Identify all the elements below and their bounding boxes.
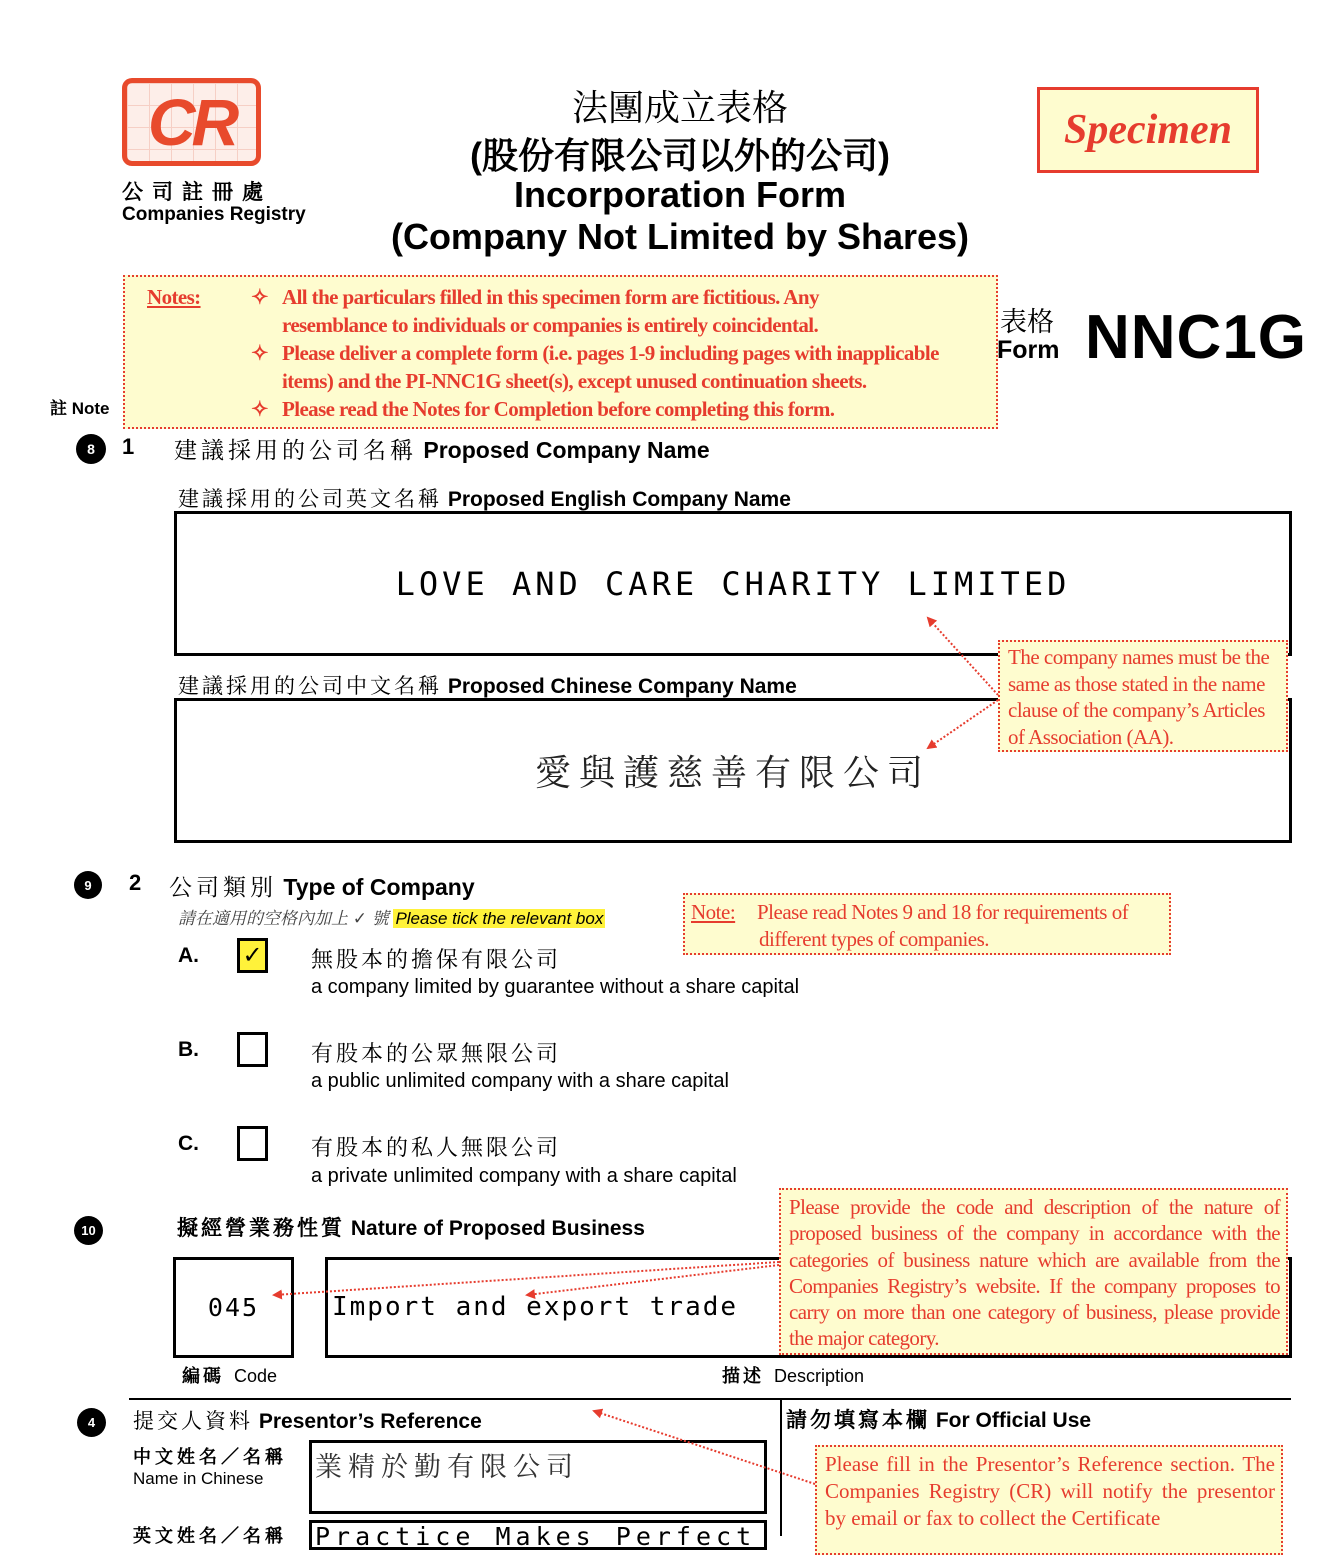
section-title-zh: 建議採用的公司名稱 xyxy=(174,437,417,463)
description-label xyxy=(722,1362,864,1388)
name-in-english-label: 英文姓名／名稱 xyxy=(133,1526,287,1546)
star-bullet-icon: ✧ xyxy=(251,285,268,309)
english-name-label xyxy=(178,483,791,513)
note-text: items) and the PI-NNC1G sheet(s), except unused continuation sheets. xyxy=(282,369,867,393)
note-label: Note: xyxy=(691,900,736,924)
presentor-title xyxy=(133,1405,482,1435)
form-subtitle-zh: (股份有限公司以外的公司) xyxy=(470,135,890,176)
label-zh: 中文姓名／名稱 xyxy=(133,1447,287,1467)
section-title-en: Presentor’s Reference xyxy=(258,1410,482,1433)
business-nature-callout: Please provide the code and description of the nature of proposed business of the company in accordance with the categories of business nature which are available from the Companies Registry’s website. If the company proposes to carry on more than one category of business, please provide the major category. xyxy=(779,1188,1288,1355)
note-ref-badge: 9 xyxy=(74,871,102,899)
star-bullet-icon: ✧ xyxy=(251,341,268,365)
form-label-en: Form xyxy=(997,336,1060,364)
section-title-en: Type of Company xyxy=(283,874,475,900)
note-text: resemblance to individuals or companies is entirely coincidental. xyxy=(282,313,819,337)
label-zh: 建議採用的公司中文名稱 xyxy=(178,675,442,698)
option-c-checkbox[interactable] xyxy=(237,1126,268,1161)
option-label-zh: 有股本的私人無限公司 xyxy=(311,1135,562,1160)
note-text: Please read Notes 9 and 18 for requirements of xyxy=(757,900,1129,924)
registry-name-en: Companies Registry xyxy=(122,204,306,225)
note-column-label: 註 Note xyxy=(50,399,110,418)
section-title-en: Nature of Proposed Business xyxy=(350,1217,645,1240)
companies-registry-logo xyxy=(122,78,261,166)
section-title-en: For Official Use xyxy=(935,1409,1092,1432)
label-en: Description xyxy=(774,1366,865,1386)
logo-mark: CR xyxy=(147,85,236,159)
chinese-name-label xyxy=(178,670,797,700)
label-zh: 編碼 xyxy=(182,1366,224,1386)
option-a-checkbox[interactable] xyxy=(237,938,268,973)
name-in-chinese-label xyxy=(133,1443,287,1489)
chinese-company-name-field[interactable]: 愛與護慈善有限公司 xyxy=(174,698,1292,843)
option-label-zh: 無股本的擔保有限公司 xyxy=(311,947,562,972)
option-letter: C. xyxy=(178,1132,199,1155)
option-label-zh: 有股本的公眾無限公司 xyxy=(311,1041,562,1066)
label-zh: 建議採用的公司英文名稱 xyxy=(178,488,442,511)
section-title xyxy=(174,432,710,465)
business-description-field[interactable]: Import and export trade xyxy=(325,1257,1292,1358)
note-text: Please deliver a complete form (i.e. pages 1-9 including pages with inapplicable xyxy=(282,341,939,365)
tick-instruction xyxy=(178,904,605,929)
section-number: 1 xyxy=(122,434,135,459)
section-title-en: Proposed Company Name xyxy=(423,437,710,463)
note-ref-badge: 10 xyxy=(74,1216,103,1245)
section-title-zh: 請勿填寫本欄 xyxy=(786,1409,930,1432)
note-item xyxy=(147,339,986,395)
divider xyxy=(129,1398,1291,1400)
divider xyxy=(780,1398,782,1536)
section-number: 2 xyxy=(129,870,142,895)
note-ref-badge: 4 xyxy=(77,1408,106,1437)
company-type-callout xyxy=(683,893,1171,955)
section-title-zh: 擬經營業務性質 xyxy=(177,1217,345,1240)
presentor-name-chinese-field[interactable]: 業精於勤有限公司 xyxy=(309,1440,767,1514)
presentor-name-english-field[interactable]: Practice Makes Perfect xyxy=(309,1520,767,1550)
option-label-en: a private unlimited company with a share capital xyxy=(311,1165,737,1187)
form-title-zh: 法團成立表格 xyxy=(571,87,788,128)
label-en: Code xyxy=(234,1366,278,1386)
registry-name-zh: 公司註冊處 xyxy=(122,181,272,204)
official-use-title xyxy=(786,1404,1091,1434)
business-code-field[interactable]: 045 xyxy=(173,1257,294,1358)
option-b-checkbox[interactable] xyxy=(237,1032,268,1067)
company-name-callout: The company names must be the same as those stated in the name clause of the company’s Articles of Association (AA). xyxy=(998,640,1288,752)
section-title-zh: 公司類別 xyxy=(169,874,277,900)
option-letter: B. xyxy=(178,1038,199,1061)
option-letter: A. xyxy=(178,944,199,967)
note-text: All the particulars filled in this specimen form are fictitious. Any xyxy=(282,285,819,309)
tick-instruction-en: Please tick the relevant box xyxy=(395,909,604,928)
note-item xyxy=(147,283,986,339)
label-zh: 描述 xyxy=(722,1366,764,1386)
note-ref-badge: 8 xyxy=(76,434,106,464)
code-label xyxy=(182,1362,277,1388)
form-subtitle-en: (Company Not Limited by Shares) xyxy=(390,216,970,257)
tick-instruction-zh: 請在適用的空格內加上 ✓ 號 xyxy=(178,909,389,928)
option-label-en: a company limited by guarantee without a share capital xyxy=(311,976,800,998)
star-bullet-icon: ✧ xyxy=(251,397,268,421)
section-title xyxy=(169,869,475,902)
note-text: Please read the Notes for Completion before completing this form. xyxy=(282,397,835,421)
form-code: NNC1G xyxy=(1085,303,1308,372)
label-en: Proposed Chinese Company Name xyxy=(447,675,797,698)
english-company-name-field[interactable]: LOVE AND CARE CHARITY LIMITED xyxy=(174,511,1292,656)
note-item xyxy=(147,395,986,423)
form-title-en: Incorporation Form xyxy=(514,174,846,215)
notes-label: Notes: xyxy=(147,285,201,309)
label-en: Name in Chinese xyxy=(133,1469,264,1488)
note-text: different types of companies. xyxy=(759,927,990,951)
presentor-callout: Please fill in the Presentor’s Reference section. The Companies Registry (CR) will notify the presentor by email or fax to collect the Certificate xyxy=(815,1445,1283,1555)
option-label-en: a public unlimited company with a share capital xyxy=(311,1070,729,1092)
label-en: Proposed English Company Name xyxy=(447,488,791,511)
notes-callout xyxy=(123,275,998,429)
section-title-zh: 提交人資料 xyxy=(133,1410,253,1433)
checkmark-icon: ✓ xyxy=(242,942,263,969)
section-title xyxy=(177,1212,645,1242)
form-label-zh: 表格 xyxy=(1000,307,1054,337)
specimen-stamp: Specimen xyxy=(1037,87,1259,173)
